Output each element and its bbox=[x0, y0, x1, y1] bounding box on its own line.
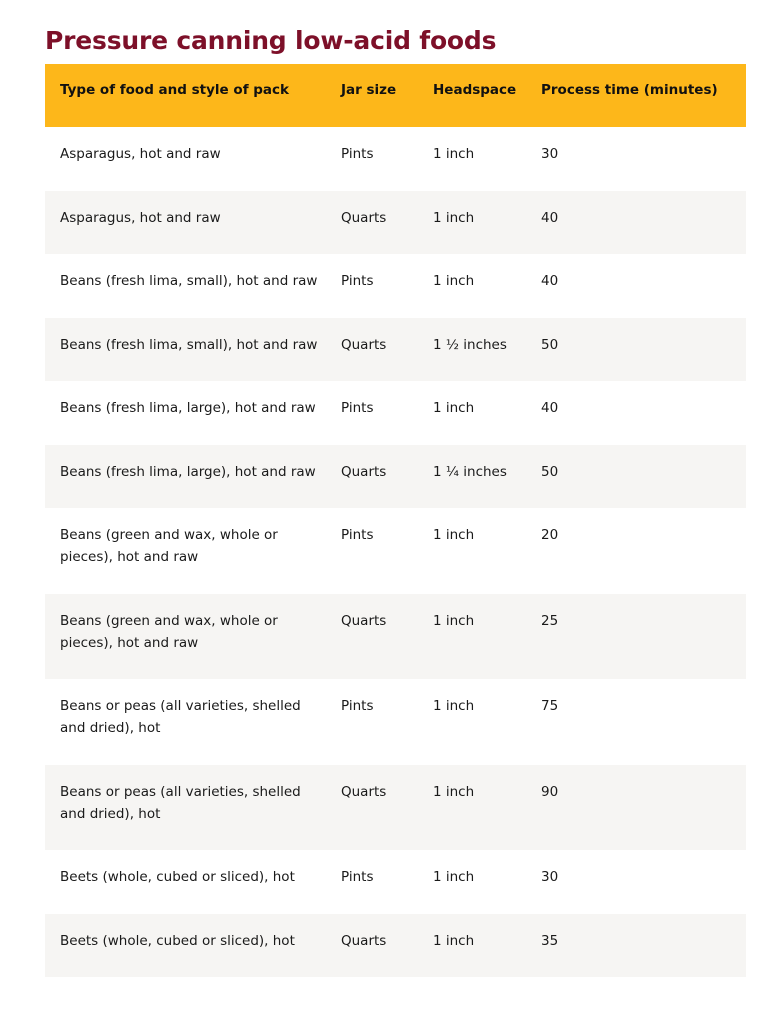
table-row bbox=[45, 594, 746, 680]
cell-jar-size: Pints bbox=[341, 273, 374, 289]
table-row bbox=[45, 254, 746, 318]
table-body bbox=[45, 127, 746, 977]
cell-food: Beans (fresh lima, small), hot and raw bbox=[60, 273, 318, 289]
cell-jar-size: Quarts bbox=[341, 612, 387, 629]
canning-table bbox=[45, 64, 746, 977]
cell-food: Asparagus, hot and raw bbox=[60, 146, 221, 162]
header-jar-size: Jar size bbox=[341, 82, 397, 98]
cell-headspace: 1 ½ inches bbox=[433, 336, 507, 353]
cell-food: Beans (fresh lima, large), hot and raw bbox=[60, 463, 316, 480]
cell-process-time: 35 bbox=[541, 932, 559, 949]
cell-process-time: 25 bbox=[541, 612, 559, 629]
cell-headspace: 1 inch bbox=[433, 146, 475, 162]
cell-food: Asparagus, hot and raw bbox=[60, 209, 221, 226]
table-row bbox=[45, 508, 746, 594]
cell-food: Beets (whole, cubed or sliced), hot bbox=[60, 932, 295, 949]
cell-process-time: 30 bbox=[541, 869, 559, 885]
cell-food: Beans (green and wax, whole or pieces), hot and raw bbox=[60, 612, 278, 651]
cell-headspace: 1 ¼ inches bbox=[433, 463, 507, 480]
cell-jar-size: Pints bbox=[341, 400, 374, 416]
table-row bbox=[45, 318, 746, 382]
cell-headspace: 1 inch bbox=[433, 527, 475, 543]
cell-food: Beans (green and wax, whole or pieces), hot and raw bbox=[60, 527, 278, 565]
header-headspace: Headspace bbox=[433, 82, 517, 98]
cell-headspace: 1 inch bbox=[433, 783, 475, 800]
cell-process-time: 40 bbox=[541, 273, 559, 289]
cell-jar-size: Pints bbox=[341, 698, 374, 714]
table-row bbox=[45, 679, 746, 765]
cell-food: Beets (whole, cubed or sliced), hot bbox=[60, 869, 295, 885]
cell-jar-size: Pints bbox=[341, 527, 374, 543]
cell-process-time: 50 bbox=[541, 336, 559, 353]
page-title: Pressure canning low-acid foods bbox=[45, 26, 497, 55]
header-row bbox=[45, 64, 746, 127]
table-row bbox=[45, 445, 746, 509]
cell-process-time: 75 bbox=[541, 698, 559, 714]
cell-jar-size: Pints bbox=[341, 869, 374, 885]
cell-jar-size: Quarts bbox=[341, 783, 387, 800]
table-row bbox=[45, 127, 746, 191]
table-row bbox=[45, 850, 746, 914]
cell-headspace: 1 inch bbox=[433, 209, 475, 226]
cell-headspace: 1 inch bbox=[433, 273, 475, 289]
header-food-type: Type of food and style of pack bbox=[60, 82, 290, 98]
cell-process-time: 20 bbox=[541, 527, 559, 543]
table-row bbox=[45, 765, 746, 851]
table-header bbox=[45, 64, 746, 127]
cell-headspace: 1 inch bbox=[433, 400, 475, 416]
cell-jar-size: Quarts bbox=[341, 336, 387, 353]
cell-jar-size: Quarts bbox=[341, 932, 387, 949]
cell-headspace: 1 inch bbox=[433, 869, 475, 885]
cell-headspace: 1 inch bbox=[433, 698, 475, 714]
cell-jar-size: Quarts bbox=[341, 463, 387, 480]
cell-jar-size: Pints bbox=[341, 146, 374, 162]
cell-headspace: 1 inch bbox=[433, 612, 475, 629]
table-row bbox=[45, 191, 746, 255]
cell-food: Beans (fresh lima, small), hot and raw bbox=[60, 336, 318, 353]
cell-process-time: 50 bbox=[541, 463, 559, 480]
cell-process-time: 40 bbox=[541, 209, 559, 226]
cell-process-time: 90 bbox=[541, 783, 559, 800]
table-row bbox=[45, 381, 746, 445]
cell-process-time: 40 bbox=[541, 400, 559, 416]
table-row bbox=[45, 914, 746, 978]
cell-process-time: 30 bbox=[541, 146, 559, 162]
cell-jar-size: Quarts bbox=[341, 209, 387, 226]
cell-food: Beans or peas (all varieties, shelled and dried), hot bbox=[60, 783, 301, 822]
cell-headspace: 1 inch bbox=[433, 932, 475, 949]
cell-food: Beans (fresh lima, large), hot and raw bbox=[60, 400, 316, 416]
header-process-time: Process time (minutes) bbox=[541, 82, 718, 98]
cell-food: Beans or peas (all varieties, shelled and dried), hot bbox=[60, 698, 301, 736]
